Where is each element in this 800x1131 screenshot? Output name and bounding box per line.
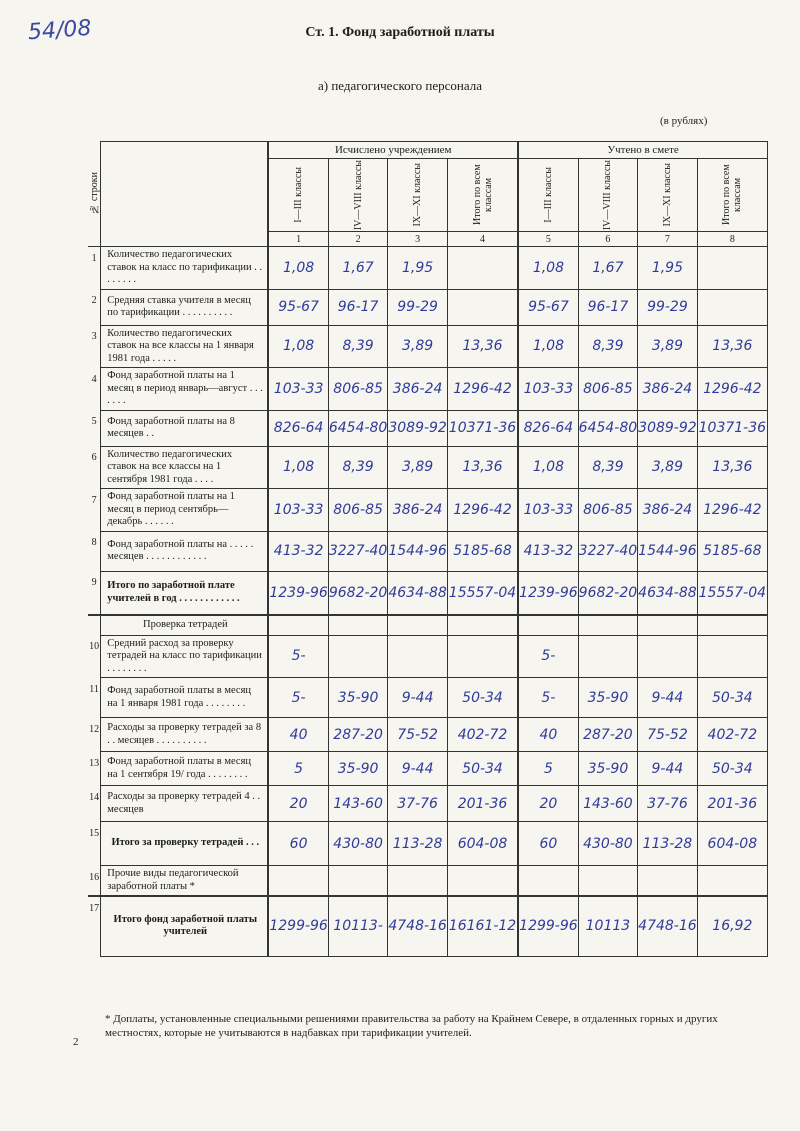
cell-value-col-1: 5- bbox=[268, 678, 328, 718]
cell-value-col-6: 9682-20 bbox=[578, 571, 638, 615]
cell-value-col-5 bbox=[518, 866, 578, 897]
table-row bbox=[88, 410, 768, 446]
row-number: 4 bbox=[91, 373, 97, 385]
cell-value-col-2: 96-17 bbox=[328, 289, 388, 325]
table-row bbox=[88, 896, 768, 956]
row-number: 13 bbox=[89, 757, 100, 769]
cell-value-col-7: 386-24 bbox=[638, 489, 698, 532]
cell-value-col-4: 1296-42 bbox=[447, 368, 518, 411]
cell-value-col-7: 1544-96 bbox=[638, 531, 698, 571]
row-number: 2 bbox=[91, 295, 97, 306]
row-number bbox=[88, 615, 101, 635]
row-label: Прочие виды педагогической заработной платы * bbox=[101, 866, 269, 897]
row-number-header bbox=[88, 142, 101, 247]
cell-value-col-1: 1,08 bbox=[268, 325, 328, 368]
page-title: Ст. 1. Фонд заработной платы bbox=[305, 25, 495, 40]
cell-value-col-7: 9-44 bbox=[638, 678, 698, 718]
cell-value-col-2: 430-80 bbox=[328, 822, 388, 866]
cell-value-col-3: 75-52 bbox=[388, 718, 448, 752]
cell-value-col-3: 3089-92 bbox=[388, 410, 448, 446]
row-number: 1 bbox=[91, 253, 97, 264]
cell-value-col-7: 37-76 bbox=[638, 786, 698, 822]
cell-value-col-5: 20 bbox=[518, 786, 578, 822]
cell-value-col-1: 20 bbox=[268, 786, 328, 822]
row-number: 9 bbox=[91, 577, 97, 588]
row-number: 10 bbox=[89, 641, 100, 652]
cell-value-col-2: 35-90 bbox=[328, 752, 388, 786]
cell-value-col-4: 50-34 bbox=[447, 678, 518, 718]
group-budget-header: Учтено в смете bbox=[518, 142, 767, 159]
cell-value-col-6 bbox=[578, 615, 638, 635]
table-row bbox=[88, 615, 768, 635]
row-label: Количество педагогических ставок на класс по тарификации . . . . . . . . bbox=[101, 247, 269, 290]
row-label: Расходы за проверку тетрадей за 8 . . месяцев . . . . . . . . . . bbox=[101, 718, 269, 752]
cell-value-col-6: 35-90 bbox=[578, 678, 638, 718]
label-header bbox=[101, 142, 269, 247]
table-row bbox=[88, 786, 768, 822]
row-label: Итого по заработной плате учителей в год . . . . . . . . . . . . bbox=[101, 571, 269, 615]
cell-value-col-8: 16,92 bbox=[697, 896, 767, 956]
row-label: Фонд заработной платы на 8 месяцев . . bbox=[101, 410, 269, 446]
cell-value-col-4: 13,36 bbox=[447, 446, 518, 489]
cell-value-col-7: 386-24 bbox=[638, 368, 698, 411]
row-number: 11 bbox=[89, 683, 99, 695]
cell-value-col-1: 1239-96 bbox=[268, 571, 328, 615]
col-header-5 bbox=[518, 159, 578, 232]
cell-value-col-2: 806-85 bbox=[328, 368, 388, 411]
cell-value-col-2: 3227-40 bbox=[328, 531, 388, 571]
cell-value-col-6: 1,67 bbox=[578, 247, 638, 290]
cell-value-col-5: 5 bbox=[518, 752, 578, 786]
table-row bbox=[88, 531, 768, 571]
table-row bbox=[88, 247, 768, 290]
cell-value-col-4: 402-72 bbox=[447, 718, 518, 752]
cell-value-col-4 bbox=[447, 289, 518, 325]
cell-value-col-6: 6454-80 bbox=[578, 410, 638, 446]
cell-value-col-2 bbox=[328, 615, 388, 635]
cell-value-col-6: 143-60 bbox=[578, 786, 638, 822]
cell-value-col-4 bbox=[447, 247, 518, 290]
table-row bbox=[88, 368, 768, 411]
row-label: Количество педагогических ставок на все классы на 1 января 1981 года . . . . . bbox=[101, 325, 269, 368]
col-number-5: 5 bbox=[518, 232, 578, 247]
row-label: Фонд заработной платы на . . . . . месяцев . . . . . . . . . . . . bbox=[101, 531, 269, 571]
cell-value-col-6: 96-17 bbox=[578, 289, 638, 325]
cell-value-col-5: 103-33 bbox=[518, 368, 578, 411]
cell-value-col-5: 5- bbox=[518, 678, 578, 718]
cell-value-col-4: 16161-12 bbox=[447, 896, 518, 956]
col-header-6-text: IV—VIII классы bbox=[602, 159, 614, 231]
cell-value-col-4: 13,36 bbox=[447, 325, 518, 368]
row-label: Фонд заработной платы в месяц на 1 января 1981 года . . . . . . . . bbox=[101, 678, 269, 718]
cell-value-col-7: 3,89 bbox=[638, 325, 698, 368]
cell-value-col-5: 5- bbox=[518, 635, 578, 678]
row-label: Средний расход за проверку тетрадей на класс по тарификации . . . . . . . . bbox=[101, 635, 269, 678]
row-label: Итого за проверку тетрадей . . . bbox=[101, 822, 269, 866]
cell-value-col-6: 8,39 bbox=[578, 325, 638, 368]
row-number: 15 bbox=[89, 827, 100, 839]
col-header-3-text: IX—XI классы bbox=[412, 163, 424, 227]
cell-value-col-7: 4748-16 bbox=[638, 896, 698, 956]
cell-value-col-1: 5- bbox=[268, 635, 328, 678]
cell-value-col-5 bbox=[518, 615, 578, 635]
cell-value-col-3: 4634-88 bbox=[388, 571, 448, 615]
cell-value-col-3: 37-76 bbox=[388, 786, 448, 822]
row-label: Расходы за проверку тетрадей 4 . . месяцев bbox=[101, 786, 269, 822]
cell-value-col-8: 13,36 bbox=[697, 325, 767, 368]
cell-value-col-8: 201-36 bbox=[697, 786, 767, 822]
cell-value-col-1: 826-64 bbox=[268, 410, 328, 446]
cell-value-col-3: 99-29 bbox=[388, 289, 448, 325]
cell-value-col-1: 95-67 bbox=[268, 289, 328, 325]
cell-value-col-8: 1296-42 bbox=[697, 368, 767, 411]
cell-value-col-5: 1,08 bbox=[518, 446, 578, 489]
group-calc-header: Исчислено учреждением bbox=[268, 142, 518, 159]
cell-value-col-2: 143-60 bbox=[328, 786, 388, 822]
table-row bbox=[88, 325, 768, 368]
table-row bbox=[88, 289, 768, 325]
cell-value-col-6: 35-90 bbox=[578, 752, 638, 786]
cell-value-col-1: 1,08 bbox=[268, 446, 328, 489]
table-row bbox=[88, 489, 768, 532]
col-number-4: 4 bbox=[447, 232, 518, 247]
cell-value-col-2: 10113- bbox=[328, 896, 388, 956]
col-number-6: 6 bbox=[578, 232, 638, 247]
col-header-4 bbox=[447, 159, 518, 232]
cell-value-col-4: 604-08 bbox=[447, 822, 518, 866]
cell-value-col-8 bbox=[697, 866, 767, 897]
cell-value-col-1: 5 bbox=[268, 752, 328, 786]
col-header-4-text: Итого по всем классам bbox=[471, 164, 494, 226]
col-header-2-text: IV—VIII классы bbox=[352, 159, 364, 231]
cell-value-col-8 bbox=[697, 635, 767, 678]
cell-value-col-2: 8,39 bbox=[328, 446, 388, 489]
cell-value-col-8: 10371-36 bbox=[697, 410, 767, 446]
cell-value-col-3: 386-24 bbox=[388, 368, 448, 411]
cell-value-col-8: 50-34 bbox=[697, 678, 767, 718]
col-number-7: 7 bbox=[638, 232, 698, 247]
cell-value-col-3: 9-44 bbox=[388, 752, 448, 786]
cell-value-col-2 bbox=[328, 635, 388, 678]
cell-value-col-7: 99-29 bbox=[638, 289, 698, 325]
cell-value-col-8 bbox=[697, 289, 767, 325]
units-note: (в рублях) bbox=[660, 115, 708, 127]
cell-value-col-5: 413-32 bbox=[518, 531, 578, 571]
cell-value-col-3: 1544-96 bbox=[388, 531, 448, 571]
cell-value-col-4: 5185-68 bbox=[447, 531, 518, 571]
cell-value-col-1: 413-32 bbox=[268, 531, 328, 571]
col-header-3 bbox=[388, 159, 448, 232]
row-label: Проверка тетрадей bbox=[101, 615, 269, 635]
col-header-8-text: Итого по всем классам bbox=[721, 164, 744, 226]
cell-value-col-8: 5185-68 bbox=[697, 531, 767, 571]
cell-value-col-3: 3,89 bbox=[388, 446, 448, 489]
cell-value-col-5: 1239-96 bbox=[518, 571, 578, 615]
cell-value-col-2: 287-20 bbox=[328, 718, 388, 752]
col-header-7-text: IX—XI классы bbox=[661, 163, 673, 227]
row-label: Фонд заработной платы на 1 месяц в период январь—август . . . . . . . bbox=[101, 368, 269, 411]
cell-value-col-1 bbox=[268, 866, 328, 897]
cell-value-col-8: 604-08 bbox=[697, 822, 767, 866]
cell-value-col-2 bbox=[328, 866, 388, 897]
cell-value-col-1: 1,08 bbox=[268, 247, 328, 290]
cell-value-col-1: 1299-96 bbox=[268, 896, 328, 956]
cell-value-col-4: 10371-36 bbox=[447, 410, 518, 446]
row-label: Итого фонд заработной платы учителей bbox=[101, 896, 269, 956]
table-row bbox=[88, 446, 768, 489]
handwritten-corner-note: 54/08 bbox=[27, 15, 93, 46]
row-label: Количество педагогических ставок на все классы на 1 сентября 1981 года . . . . bbox=[101, 446, 269, 489]
cell-value-col-8 bbox=[697, 615, 767, 635]
cell-value-col-5: 826-64 bbox=[518, 410, 578, 446]
cell-value-col-1: 103-33 bbox=[268, 368, 328, 411]
cell-value-col-5: 1299-96 bbox=[518, 896, 578, 956]
cell-value-col-7: 113-28 bbox=[638, 822, 698, 866]
col-number-1: 1 bbox=[268, 232, 328, 247]
cell-value-col-3: 386-24 bbox=[388, 489, 448, 532]
cell-value-col-3: 4748-16 bbox=[388, 896, 448, 956]
cell-value-col-7: 3089-92 bbox=[638, 410, 698, 446]
row-number: 16 bbox=[89, 871, 100, 883]
row-number: 6 bbox=[91, 452, 97, 463]
cell-value-col-4: 201-36 bbox=[447, 786, 518, 822]
table-row bbox=[88, 678, 768, 718]
cell-value-col-8 bbox=[697, 247, 767, 290]
cell-value-col-1: 40 bbox=[268, 718, 328, 752]
table-row bbox=[88, 822, 768, 866]
cell-value-col-2: 8,39 bbox=[328, 325, 388, 368]
cell-value-col-3: 3,89 bbox=[388, 325, 448, 368]
cell-value-col-4: 1296-42 bbox=[447, 489, 518, 532]
cell-value-col-4 bbox=[447, 866, 518, 897]
cell-value-col-6 bbox=[578, 635, 638, 678]
footnote: * Доплаты, установленные специальными решениями правительства за работу на Крайнем Севере, в отдаленных горных и других местностях, которые не учитываются в надбавках при тарификации учителей. bbox=[105, 1013, 718, 1039]
cell-value-col-1 bbox=[268, 615, 328, 635]
row-number: 17 bbox=[88, 896, 101, 956]
row-label: Фонд заработной платы в месяц на 1 сентября 19/ года . . . . . . . . bbox=[101, 752, 269, 786]
cell-value-col-7: 75-52 bbox=[638, 718, 698, 752]
table-row bbox=[88, 718, 768, 752]
cell-value-col-7: 4634-88 bbox=[638, 571, 698, 615]
cell-value-col-7: 9-44 bbox=[638, 752, 698, 786]
table-row bbox=[88, 571, 768, 615]
col-header-1 bbox=[268, 159, 328, 232]
cell-value-col-6: 3227-40 bbox=[578, 531, 638, 571]
cell-value-col-5: 95-67 bbox=[518, 289, 578, 325]
row-label: Средняя ставка учителя в месяц по тарификации . . . . . . . . . . bbox=[101, 289, 269, 325]
cell-value-col-5: 1,08 bbox=[518, 247, 578, 290]
row-number-header-text: № строки bbox=[88, 172, 100, 216]
col-header-5-text: I—III классы bbox=[542, 167, 554, 223]
cell-value-col-6: 430-80 bbox=[578, 822, 638, 866]
cell-value-col-5: 103-33 bbox=[518, 489, 578, 532]
col-header-7 bbox=[638, 159, 698, 232]
cell-value-col-4 bbox=[447, 615, 518, 635]
row-label: Фонд заработной платы на 1 месяц в период сентябрь—декабрь . . . . . . bbox=[101, 489, 269, 532]
cell-value-col-3: 9-44 bbox=[388, 678, 448, 718]
cell-value-col-4: 15557-04 bbox=[447, 571, 518, 615]
col-number-3: 3 bbox=[388, 232, 448, 247]
row-number: 8 bbox=[91, 537, 97, 548]
cell-value-col-8: 15557-04 bbox=[697, 571, 767, 615]
cell-value-col-7 bbox=[638, 866, 698, 897]
cell-value-col-6: 287-20 bbox=[578, 718, 638, 752]
cell-value-col-6: 8,39 bbox=[578, 446, 638, 489]
cell-value-col-2: 1,67 bbox=[328, 247, 388, 290]
cell-value-col-8: 1296-42 bbox=[697, 489, 767, 532]
cell-value-col-4 bbox=[447, 635, 518, 678]
cell-value-col-8: 402-72 bbox=[697, 718, 767, 752]
row-number: 12 bbox=[89, 723, 100, 735]
cell-value-col-2: 9682-20 bbox=[328, 571, 388, 615]
cell-value-col-3: 1,95 bbox=[388, 247, 448, 290]
col-number-8: 8 bbox=[697, 232, 767, 247]
col-number-2: 2 bbox=[328, 232, 388, 247]
cell-value-col-6: 10113 bbox=[578, 896, 638, 956]
cell-value-col-3 bbox=[388, 866, 448, 897]
col-header-6 bbox=[578, 159, 638, 232]
table-row bbox=[88, 866, 768, 897]
table-row bbox=[88, 635, 768, 678]
row-number: 7 bbox=[91, 494, 97, 506]
col-header-8 bbox=[697, 159, 767, 232]
cell-value-col-6: 806-85 bbox=[578, 489, 638, 532]
cell-value-col-5: 1,08 bbox=[518, 325, 578, 368]
cell-value-col-4: 50-34 bbox=[447, 752, 518, 786]
cell-value-col-8: 13,36 bbox=[697, 446, 767, 489]
cell-value-col-2: 6454-80 bbox=[328, 410, 388, 446]
cell-value-col-3 bbox=[388, 615, 448, 635]
cell-value-col-5: 40 bbox=[518, 718, 578, 752]
col-header-2 bbox=[328, 159, 388, 232]
cell-value-col-6: 806-85 bbox=[578, 368, 638, 411]
col-header-1-text: I—III классы bbox=[293, 167, 305, 223]
cell-value-col-5: 60 bbox=[518, 822, 578, 866]
page-number: 2 bbox=[73, 1036, 79, 1048]
page-subtitle: а) педагогического персонала bbox=[318, 78, 482, 93]
cell-value-col-2: 35-90 bbox=[328, 678, 388, 718]
cell-value-col-7 bbox=[638, 615, 698, 635]
cell-value-col-3: 113-28 bbox=[388, 822, 448, 866]
cell-value-col-8: 50-34 bbox=[697, 752, 767, 786]
wage-fund-table bbox=[88, 141, 768, 957]
cell-value-col-7: 1,95 bbox=[638, 247, 698, 290]
table-body bbox=[88, 247, 768, 957]
cell-value-col-3 bbox=[388, 635, 448, 678]
cell-value-col-2: 806-85 bbox=[328, 489, 388, 532]
cell-value-col-7 bbox=[638, 635, 698, 678]
row-number: 14 bbox=[89, 791, 100, 803]
row-number: 5 bbox=[91, 416, 97, 427]
cell-value-col-1: 60 bbox=[268, 822, 328, 866]
cell-value-col-6 bbox=[578, 866, 638, 897]
row-number: 3 bbox=[91, 331, 97, 342]
table-row bbox=[88, 752, 768, 786]
cell-value-col-7: 3,89 bbox=[638, 446, 698, 489]
cell-value-col-1: 103-33 bbox=[268, 489, 328, 532]
